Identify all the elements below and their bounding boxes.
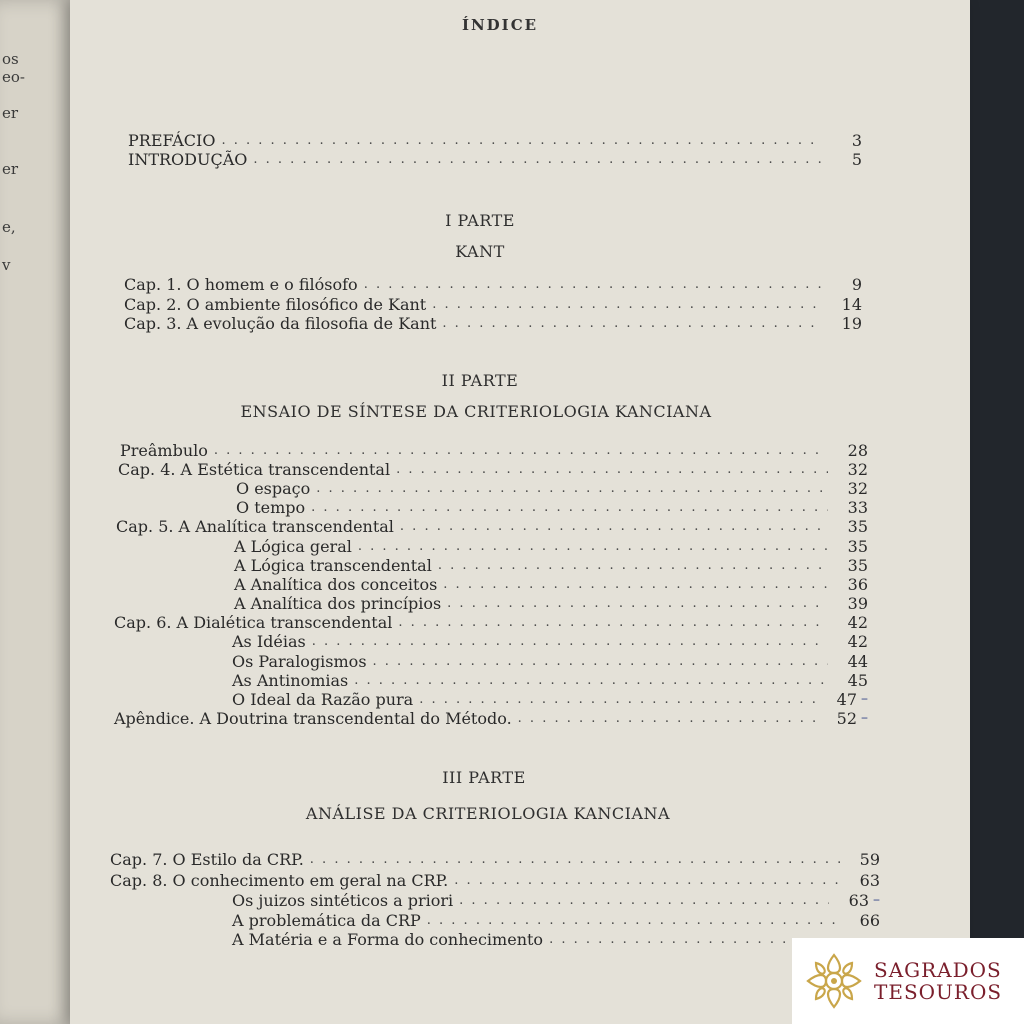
leader-dots xyxy=(221,131,822,150)
pen-mark: – xyxy=(861,691,868,707)
toc-entry xyxy=(236,479,868,498)
toc-page-number: 32 xyxy=(847,479,868,498)
toc-entry xyxy=(232,652,868,671)
toc-page-number: 14 xyxy=(841,295,862,314)
toc-page-number: 45 xyxy=(847,671,868,690)
leader-dots xyxy=(442,314,822,333)
leader-dots xyxy=(364,275,822,294)
store-name-line1: SAGRADOS xyxy=(874,958,1002,982)
toc-page-number: 28 xyxy=(847,441,868,460)
toc-entry xyxy=(124,314,862,333)
toc-label: Os juizos sintéticos a priori xyxy=(232,891,454,910)
leader-dots xyxy=(459,891,829,910)
leader-dots xyxy=(396,460,828,479)
left-page-fragment: e, xyxy=(2,218,16,236)
toc-entry xyxy=(234,556,868,575)
leader-dots xyxy=(400,517,828,536)
toc-entry xyxy=(124,295,862,314)
toc-label: As Idéias xyxy=(232,632,306,651)
toc-page-number: 42 xyxy=(847,613,868,632)
toc-label: A problemática da CRP xyxy=(232,911,421,930)
toc-page-number: 63 xyxy=(859,871,880,890)
toc-page-number: 63 xyxy=(848,891,869,910)
leader-dots xyxy=(427,911,840,930)
pen-mark: – xyxy=(861,710,868,726)
left-page-fragment: er xyxy=(2,160,19,178)
part-heading: I PARTE xyxy=(445,211,515,230)
leader-dots xyxy=(373,652,828,671)
toc-page-number: 36 xyxy=(847,575,868,594)
toc-entry xyxy=(232,690,868,709)
toc-label: Cap. 7. O Estilo da CRP. xyxy=(110,850,304,869)
left-page-fragment: er xyxy=(2,104,19,122)
toc-label: Os Paralogismos xyxy=(232,652,367,671)
toc-label: Cap. 2. O ambiente filosófico de Kant xyxy=(124,295,427,314)
leader-dots xyxy=(312,632,828,651)
toc-page-number: 3 xyxy=(851,131,862,150)
toc-label: O tempo xyxy=(236,498,306,517)
toc-entry xyxy=(124,275,862,294)
leader-dots xyxy=(354,671,828,690)
toc-entry xyxy=(232,911,880,930)
toc-entry xyxy=(232,891,880,910)
toc-label: O espaço xyxy=(236,479,311,498)
toc-page-number: 42 xyxy=(847,632,868,651)
leader-dots xyxy=(438,556,828,575)
toc-entry xyxy=(232,930,880,949)
toc-label: Preâmbulo xyxy=(120,441,208,460)
leader-dots xyxy=(454,871,840,890)
toc-label: Cap. 6. A Dialética transcendental xyxy=(114,613,393,632)
toc-entry xyxy=(116,517,868,536)
toc-page-number: 35 xyxy=(847,517,868,536)
toc-entry xyxy=(234,594,868,613)
store-name-line2: TESOUROS xyxy=(874,980,1003,1004)
toc-page-number: 19 xyxy=(841,314,862,333)
toc-entry xyxy=(232,632,868,651)
ornament-logo-icon xyxy=(804,951,864,1011)
toc-page-number: 9 xyxy=(851,275,862,294)
leader-dots xyxy=(447,594,828,613)
toc-page-number: 5 xyxy=(851,150,862,169)
toc-entry xyxy=(232,671,868,690)
toc-label: As Antinomias xyxy=(232,671,349,690)
leader-dots xyxy=(310,850,840,869)
toc-entry xyxy=(110,871,880,890)
left-page-fragment: eo- xyxy=(2,68,25,86)
left-page xyxy=(0,0,78,1024)
leader-dots xyxy=(419,690,817,709)
part-subheading: ANÁLISE DA CRITERIOLOGIA KANCIANA xyxy=(305,804,671,823)
toc-entry xyxy=(118,460,868,479)
toc-page-number: 35 xyxy=(847,556,868,575)
toc-page-number: 35 xyxy=(847,537,868,556)
toc-label: Cap. 8. O conhecimento em geral na CRP. xyxy=(110,871,449,890)
toc-label: A Matéria e a Forma do conhecimento xyxy=(232,930,544,949)
toc-page-number: 33 xyxy=(847,498,868,517)
toc-label: Cap. 4. A Estética transcendental xyxy=(118,460,391,479)
toc-entry xyxy=(128,150,862,169)
toc-label: PREFÁCIO xyxy=(128,131,216,150)
toc-label: A Lógica transcendental xyxy=(234,556,432,575)
leader-dots xyxy=(518,709,817,728)
leader-dots xyxy=(311,498,828,517)
toc-page-number: 59 xyxy=(859,850,880,869)
toc-label: A Analítica dos conceitos xyxy=(234,575,438,594)
toc-page-number: 47 xyxy=(836,690,857,709)
toc-page-number: 66 xyxy=(859,911,880,930)
index-page xyxy=(70,0,970,1024)
toc-page-number: 52 xyxy=(836,709,857,728)
toc-page-number: 32 xyxy=(847,460,868,479)
part-heading: II PARTE xyxy=(441,371,519,390)
toc-label: Apêndice. A Doutrina transcendental do Método. xyxy=(114,709,512,728)
leader-dots xyxy=(214,441,828,460)
toc-entry xyxy=(234,575,868,594)
left-page-fragment: os xyxy=(2,50,19,68)
left-page-fragment: v xyxy=(2,256,11,274)
toc-entry xyxy=(234,537,868,556)
leader-dots xyxy=(398,613,828,632)
leader-dots xyxy=(432,295,822,314)
toc-label: O Ideal da Razão pura xyxy=(232,690,414,709)
part-subheading: ENSAIO DE SÍNTESE DA CRITERIOLOGIA KANCIANA xyxy=(240,402,712,421)
toc-entry xyxy=(110,850,880,869)
page-title: ÍNDICE xyxy=(461,16,539,34)
toc-page-number: 39 xyxy=(847,594,868,613)
toc-entry xyxy=(128,131,862,150)
toc-label: Cap. 1. O homem e o filósofo xyxy=(124,275,358,294)
toc-entry xyxy=(114,709,868,728)
toc-label: A Lógica geral xyxy=(234,537,352,556)
toc-entry xyxy=(114,613,868,632)
toc-label: INTRODUÇÃO xyxy=(128,150,248,169)
toc-page-number: 44 xyxy=(847,652,868,671)
toc-label: Cap. 5. A Analítica transcendental xyxy=(116,517,394,536)
store-watermark xyxy=(792,938,1024,1024)
leader-dots xyxy=(316,479,828,498)
store-name xyxy=(874,959,1002,1003)
leader-dots xyxy=(253,150,822,169)
toc-label: A Analítica dos princípios xyxy=(234,594,442,613)
toc-entry xyxy=(236,498,868,517)
toc-label: Cap. 3. A evolução da filosofia de Kant xyxy=(124,314,437,333)
pen-mark: – xyxy=(873,892,880,908)
toc-entry xyxy=(120,441,868,460)
leader-dots xyxy=(443,575,828,594)
part-heading: III PARTE xyxy=(442,768,526,787)
part-subheading: KANT xyxy=(455,242,505,261)
leader-dots xyxy=(358,537,828,556)
